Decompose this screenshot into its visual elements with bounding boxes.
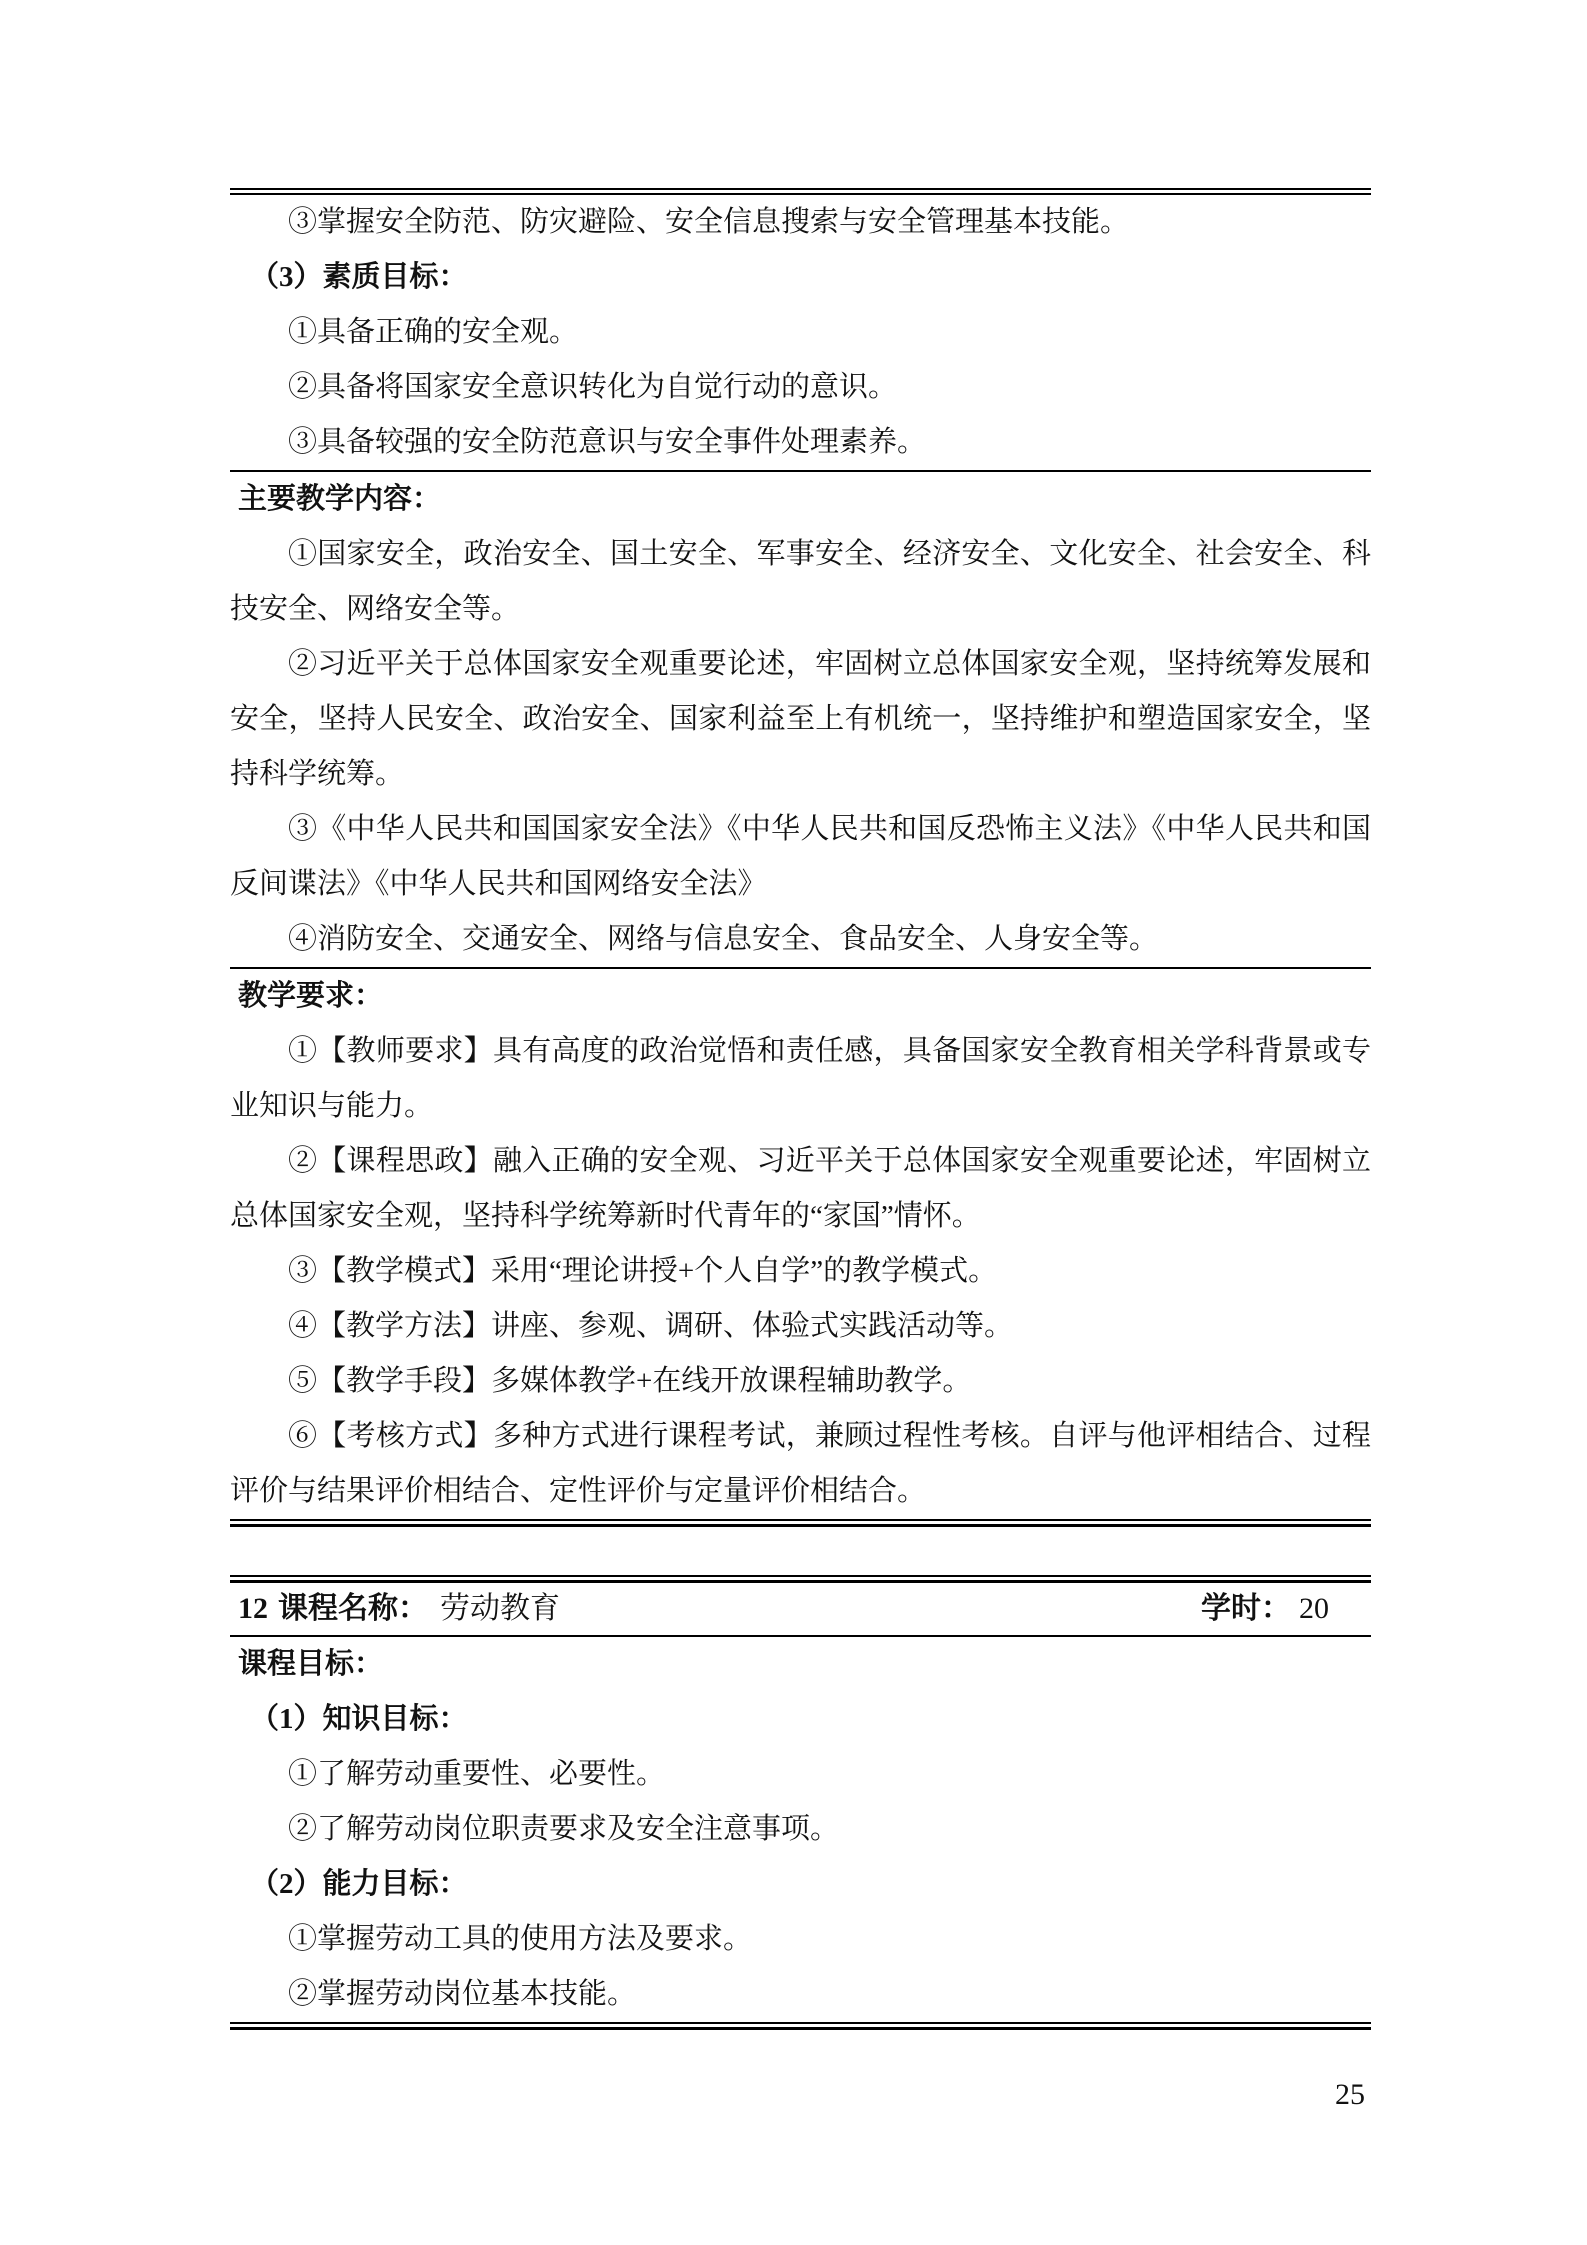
teaching-content-item: ②习近平关于总体国家安全观重要论述，牢固树立总体国家安全观，坚持统筹发展和安全，坚持人民安全、政治安全、国家利益至上有机统一，坚持维护和塑造国家安全，坚持科学统筹。: [230, 648, 1371, 790]
teaching-requirement-item: ③【教学模式】采用“理论讲授+个人自学”的教学模式。: [288, 1255, 998, 1287]
course-number: 12: [238, 1592, 268, 1625]
ability-objectives-heading: （2）能力目标：: [250, 1868, 468, 1900]
table-border-page-break: [230, 2022, 1371, 2030]
quality-objective-item: ①具备正确的安全观。: [288, 316, 579, 348]
course-objectives-heading: 课程目标：: [238, 1648, 384, 1680]
knowledge-objective-item: ②了解劳动岗位职责要求及安全注意事项。: [288, 1813, 840, 1845]
skill-objective-item: ③掌握安全防范、防灾避险、安全信息搜索与安全管理基本技能。: [288, 206, 1130, 238]
quality-objective-item: ③具备较强的安全防范意识与安全事件处理素养。: [288, 426, 927, 458]
page-number: 25: [1335, 2078, 1365, 2111]
course-name: 劳动教育: [440, 1592, 560, 1625]
course-header-row: [230, 1583, 1371, 1637]
teaching-content-item: ①国家安全，政治安全、国土安全、军事安全、经济安全、文化安全、社会安全、科技安全、网络安全等。: [230, 538, 1371, 625]
teaching-content-item: ③《中华人民共和国国家安全法》《中华人民共和国反恐怖主义法》《中华人民共和国反间谍法》《中华人民共和国网络安全法》: [230, 813, 1371, 900]
knowledge-objectives-heading: （1）知识目标：: [250, 1703, 468, 1735]
course-hours: [1201, 1583, 1329, 1635]
table-border-top: [230, 1575, 1371, 1583]
teaching-requirement-item: ⑥【考核方式】多种方式进行课程考试，兼顾过程性考核。自评与他评相结合、过程评价与结果评价相结合、定性评价与定量评价相结合。: [230, 1420, 1371, 1507]
ability-objective-item: ②掌握劳动岗位基本技能。: [288, 1978, 637, 2010]
table-border-top: [230, 188, 1371, 195]
teaching-content-heading: 主要教学内容：: [238, 483, 442, 515]
knowledge-objective-item: ①了解劳动重要性、必要性。: [288, 1758, 666, 1790]
teaching-requirement-item: ①【教师要求】具有高度的政治觉悟和责任感，具备国家安全教育相关学科背景或专业知识与能力。: [230, 1035, 1371, 1122]
hours-label: 学时：: [1201, 1592, 1291, 1625]
teaching-requirement-item: ②【课程思政】融入正确的安全观、习近平关于总体国家安全观重要论述，牢固树立总体国家安全观，坚持科学统筹新时代青年的“家国”情怀。: [230, 1145, 1371, 1232]
hours-value: 20: [1299, 1592, 1329, 1625]
table-border-bottom: [230, 1519, 1371, 1527]
ability-objective-item: ①掌握劳动工具的使用方法及要求。: [288, 1923, 753, 1955]
teaching-requirement-item: ④【教学方法】讲座、参观、调研、体验式实践活动等。: [288, 1310, 1014, 1342]
teaching-requirement-item: ⑤【教学手段】多媒体教学+在线开放课程辅助教学。: [288, 1365, 972, 1397]
quality-objectives-heading: （3）素质目标：: [250, 261, 468, 293]
teaching-content-item: ④消防安全、交通安全、网络与信息安全、食品安全、人身安全等。: [288, 923, 1159, 955]
course-name-label: 课程名称：: [278, 1592, 428, 1625]
teaching-requirements-heading: 教学要求：: [238, 980, 384, 1012]
quality-objective-item: ②具备将国家安全意识转化为自觉行动的意识。: [288, 371, 898, 403]
document-content: [230, 0, 1371, 2030]
